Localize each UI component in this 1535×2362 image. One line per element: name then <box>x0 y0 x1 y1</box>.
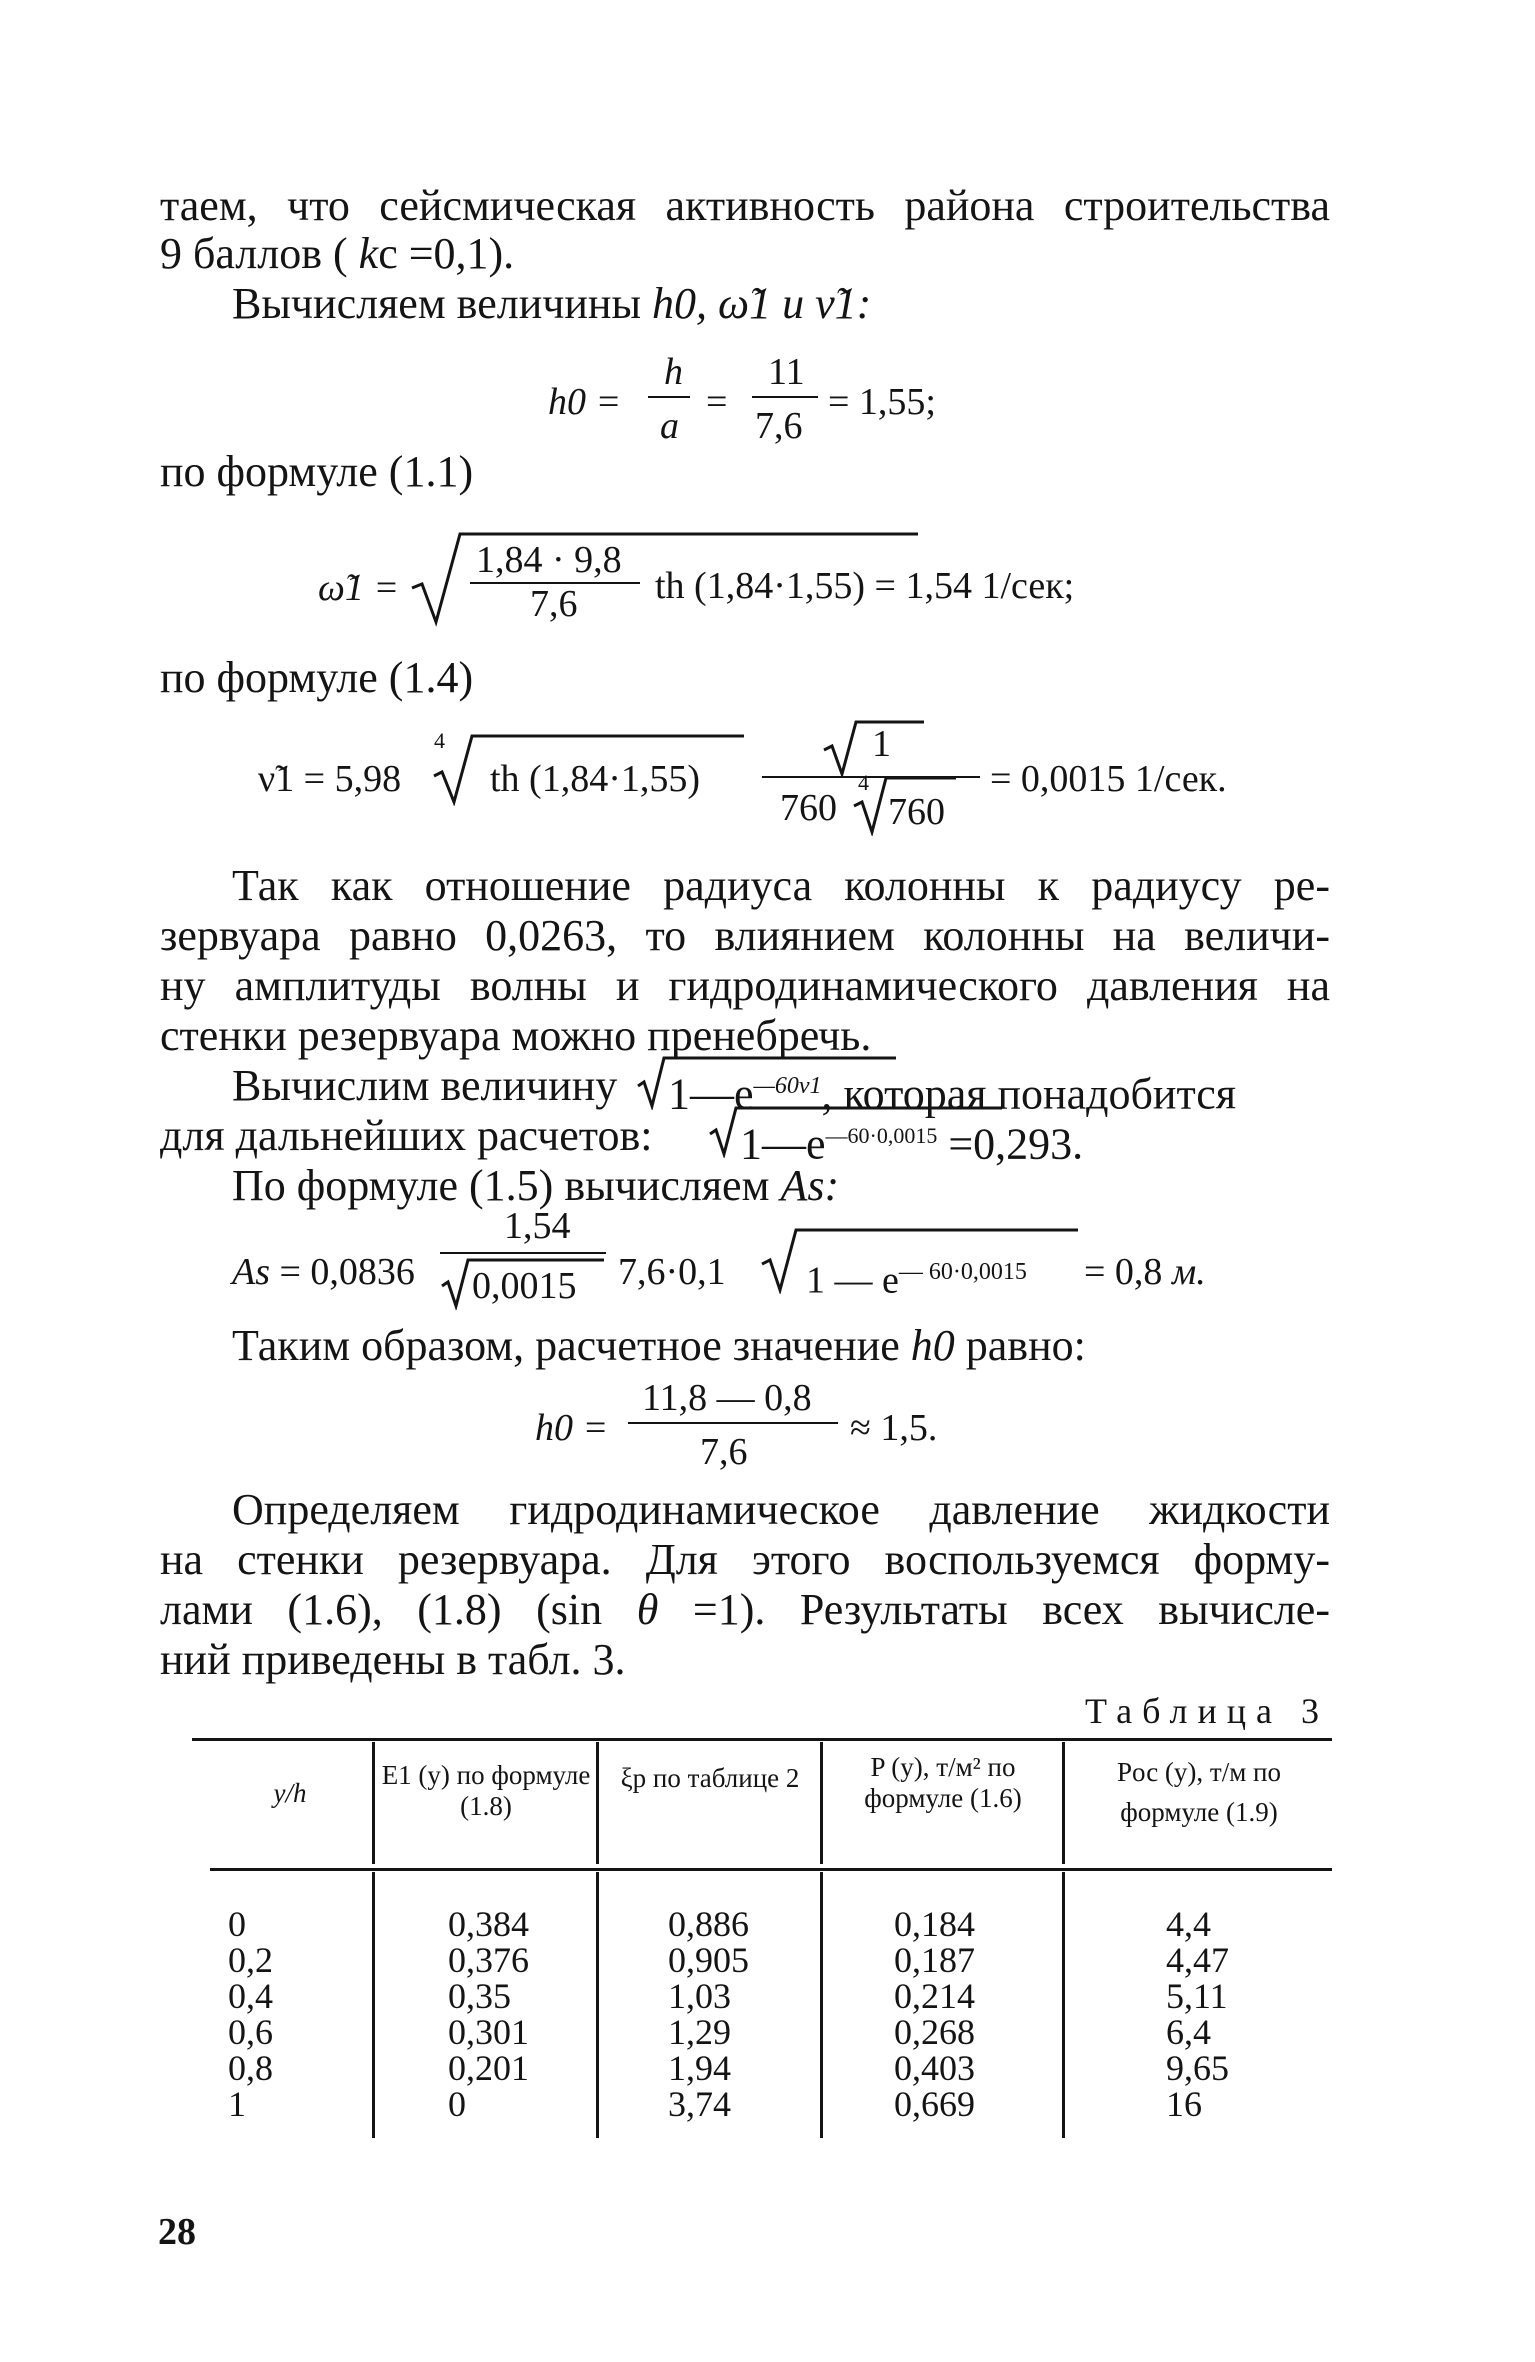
formula-expr: $1—e^{—60\cdot 0,0015} =0,293$. <box>740 1119 1084 1169</box>
column-header: P (y), т/м² по формуле (1.6) <box>864 1752 1022 1813</box>
para-line: ний приведены в табл. 3. <box>160 1635 626 1684</box>
table-cell: 0,214 <box>894 1976 975 2016</box>
table-cell: 4,4 <box>1166 1904 1211 1944</box>
formula-ref: по формуле (1.4) <box>160 653 474 702</box>
table-cell: 1,03 <box>668 1976 731 2016</box>
table-cell: 9,65 <box>1166 2048 1229 2088</box>
table-cell: 0,8 <box>228 2048 273 2088</box>
formula-frac-den: 760 <box>888 791 945 833</box>
formula-expr: $1—e^{—60\nu 1}$, которая понадобится <box>668 1069 1236 1119</box>
table-cell: 1 <box>228 2084 246 2124</box>
formula-result: = 0,0015 1/сек. <box>990 758 1227 800</box>
formula-frac-num: 11 <box>768 351 805 393</box>
table-cell: 0 <box>448 2084 466 2124</box>
formula-frac-den: 760 <box>780 787 837 829</box>
table-cell: 6,4 <box>1166 2012 1211 2052</box>
table-column <box>448 1906 529 2122</box>
para-line: для дальнейших расчетов: <box>160 1111 653 1160</box>
para-line: По формуле (1.5) вычисляем As: <box>232 1161 840 1210</box>
para-line: таем, что сейсмическая активность района строительства <box>160 181 1330 230</box>
formula-as-lhs: As = 0,0836 <box>232 1251 415 1293</box>
formula-expr: 1 — $e^{— 60\cdot 0,0015}$ <box>806 1259 1027 1302</box>
table-column <box>1166 1906 1229 2122</box>
table-cell: 0,403 <box>894 2048 975 2088</box>
para-line: ну амплитуды волны и гидродинамического давления на <box>160 961 1330 1010</box>
para-line: Вычисляем величины h0, ω̃1 и ν̃1: <box>232 279 872 328</box>
formula-frac-den: 7,6 <box>530 583 578 625</box>
formula-ref: по формуле (1.1) <box>160 447 474 496</box>
table-cell: 4,47 <box>1166 1940 1229 1980</box>
table-cell: 16 <box>1166 2084 1202 2124</box>
table-cell: 0,2 <box>228 1940 273 1980</box>
para-line: стенки резервуара можно пренебречь. <box>160 1011 872 1060</box>
formula-frac-den: 7,6 <box>755 405 803 447</box>
table-rule <box>192 1738 1332 1741</box>
formula-eq: = <box>706 381 728 423</box>
table-cell: 0,886 <box>668 1904 749 1944</box>
para-line: лами (1.6), (1.8) (sin θ =1). Результаты всех вычисле- <box>160 1585 1330 1634</box>
table-caption: Таблица 3 <box>1085 1691 1329 1731</box>
table-cell: 5,11 <box>1166 1976 1228 2016</box>
formula-h0-lhs: h0 = <box>548 381 622 423</box>
table-cell: 0,301 <box>448 2012 529 2052</box>
column-header: y/h <box>273 1778 307 1808</box>
formula-frac-num: 1,84 · 9,8 <box>476 539 622 581</box>
table-rule <box>210 1868 1332 1871</box>
root-index: 4 <box>434 728 445 753</box>
table-cell: 0,6 <box>228 2012 273 2052</box>
page-number: 28 <box>158 2211 196 2253</box>
para-line: Таким образом, расчетное значение h0 равно: <box>232 1321 1086 1370</box>
formula-result: = 1,55; <box>828 381 936 423</box>
table-cell: 0,669 <box>894 2084 975 2124</box>
formula-nu-lhs: ν̃1 = 5,98 <box>258 758 402 800</box>
table-cell: 0,384 <box>448 1904 529 1944</box>
root-index: 4 <box>858 770 869 795</box>
para-line: Так как отношение радиуса колонны к радиусу ре- <box>232 861 1330 910</box>
table-cell: 3,74 <box>668 2084 731 2124</box>
formula-frac-num: 11,8 — 0,8 <box>642 1377 812 1419</box>
formula-expr: th (1,84·1,55) = 1,54 1/сек; <box>655 565 1075 607</box>
column-header: E1 (y) по формуле (1.8) <box>381 1760 591 1821</box>
formula-frac-den: a <box>660 405 679 447</box>
column-header: ξp по таблице 2 <box>620 1763 800 1793</box>
formula-frac-den: 7,6 <box>700 1431 748 1473</box>
para-line: зервуара равно 0,0263, то влиянием колонны на величи- <box>160 911 1330 960</box>
formula-omega-lhs: ω̃1 = <box>318 567 399 609</box>
table-cell: 1,29 <box>668 2012 731 2052</box>
table-cell: 0,376 <box>448 1940 529 1980</box>
table-cell: 0,184 <box>894 1904 975 1944</box>
para-line: Вычислим величину <box>232 1061 618 1110</box>
table-column <box>668 1906 749 2122</box>
table-column <box>894 1906 975 2122</box>
table-cell: 0,187 <box>894 1940 975 1980</box>
table-cell: 0,4 <box>228 1976 273 2016</box>
para-line: 9 баллов ( kc =0,1). <box>160 229 515 278</box>
column-header: Pос (y), т/м по формуле (1.9) <box>1117 1757 1281 1827</box>
table-cell: 0,268 <box>894 2012 975 2052</box>
table-cell: 0,201 <box>448 2048 529 2088</box>
formula-result: ≈ 1,5. <box>850 1407 938 1449</box>
table-cell: 0,35 <box>448 1976 511 2016</box>
formula-frac-num: h <box>664 351 683 393</box>
table-cell: 1,94 <box>668 2048 731 2088</box>
formula-result: = 0,8 м. <box>1084 1251 1206 1293</box>
para-line: Определяем гидродинамическое давление жидкости <box>232 1485 1330 1534</box>
para-line: на стенки резервуара. Для этого воспользуемся форму- <box>160 1535 1330 1584</box>
formula-expr: th (1,84·1,55) <box>490 758 701 800</box>
formula-expr: 7,6·0,1 <box>618 1251 726 1293</box>
table-cell: 0 <box>228 1904 246 1944</box>
formula-frac-num: 1,54 <box>504 1205 571 1247</box>
formula-h0-lhs: h0 = <box>535 1407 609 1449</box>
table-cell: 0,905 <box>668 1940 749 1980</box>
formula-frac-num: 1 <box>872 723 891 765</box>
formula-frac-den: 0,0015 <box>472 1265 577 1307</box>
table-column <box>228 1906 273 2122</box>
